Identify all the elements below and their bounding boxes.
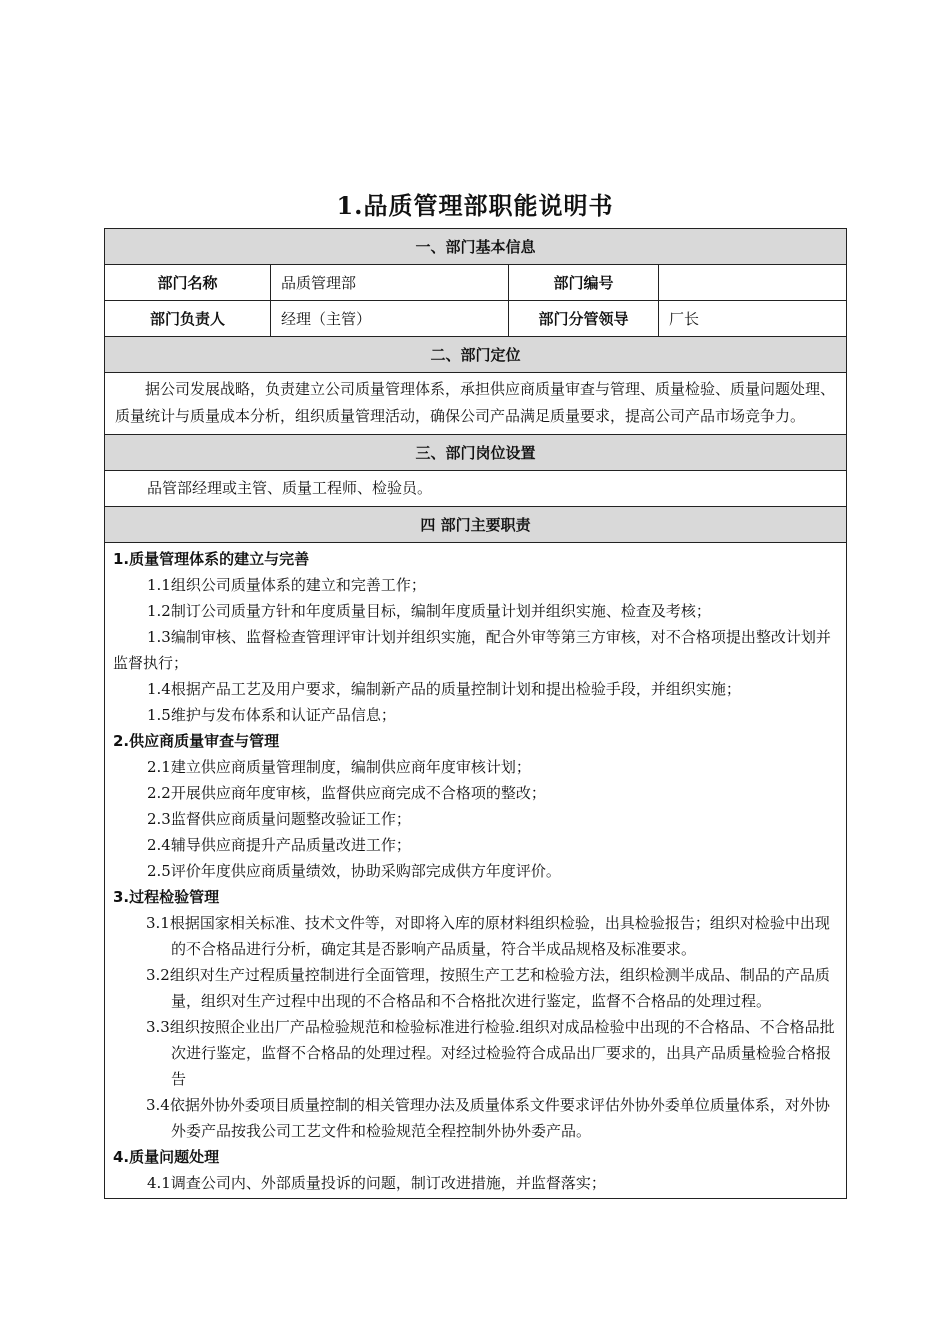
function-table: [104, 228, 847, 1199]
document-title: 1.品质管理部职能说明书: [336, 191, 614, 220]
duty-item: 3.3组织按照企业出厂产品检验规范和检验标准进行检验.组织对成品检验中出现的不合格品、不合格品批次进行鉴定，监督不合格品的处理过程。对经过检验符合成品出厂要求的，出具产品质量检验合格报告: [146, 1018, 835, 1088]
dept-code-label: 部门编号: [509, 265, 659, 301]
section-positioning-heading: 二、部门定位: [105, 337, 847, 373]
duty-item: 2.4辅导供应商提升产品质量改进工作；: [147, 836, 411, 854]
duty-item: 1.4根据产品工艺及用户要求，编制新产品的质量控制计划和提出检验手段，并组织实施；: [147, 680, 741, 698]
duty-item: 4.1调查公司内、外部质量投诉的问题，制订改进措施，并监督落实；: [147, 1174, 606, 1192]
duty-item: 3.4依据外协外委项目质量控制的相关管理办法及质量体系文件要求评估外协外委单位质量体系，对外协外委产品按我公司工艺文件和检验规范全程控制外协外委产品。: [146, 1096, 830, 1140]
dept-leader-value: 厂长: [659, 301, 847, 337]
dept-leader-label: 部门分管领导: [509, 301, 659, 337]
duty-item: 3.2组织对生产过程质量控制进行全面管理，按照生产工艺和检验方法，组织检测半成品、制品的产品质量，组织对生产过程中出现的不合格品和不合格批次进行鉴定，监督不合格品的处理过程。: [146, 966, 830, 1010]
dept-code-value: [659, 265, 847, 301]
duties-body: [105, 543, 847, 1199]
dept-name-label: 部门名称: [105, 265, 271, 301]
dept-head-label: 部门负责人: [105, 301, 271, 337]
duty-item: 1.2制订公司质量方针和年度质量目标，编制年度质量计划并组织实施、检查及考核；: [147, 602, 711, 620]
duty-item: 2.3监督供应商质量问题整改验证工作；: [147, 810, 411, 828]
section-basic-info-heading: 一、部门基本信息: [105, 229, 847, 265]
duty-item: 1.5维护与发布体系和认证产品信息；: [147, 706, 396, 724]
duty-group-title: 4.质量问题处理: [113, 1148, 220, 1166]
duty-item: 2.1建立供应商质量管理制度，编制供应商年度审核计划；: [147, 758, 531, 776]
dept-head-value: 经理（主管）: [271, 301, 509, 337]
duty-group-title: 1.质量管理体系的建立与完善: [113, 550, 310, 568]
positioning-text: 据公司发展战略，负责建立公司质量管理体系，承担供应商质量审查与管理、质量检验、质量问题处理、质量统计与质量成本分析，组织质量管理活动，确保公司产品满足质量要求，提高公司产品市场竞争力。: [105, 373, 847, 435]
duty-item: 3.1根据国家相关标准、技术文件等，对即将入库的原材料组织检验，出具检验报告；组织对检验中出现的不合格品进行分析，确定其是否影响产品质量，符合半成品规格及标准要求。: [146, 914, 830, 958]
duty-item: 1.3编制审核、监督检查管理评审计划并组织实施，配合外审等第三方审核，对不合格项提出整改计划并监督执行；: [113, 628, 831, 672]
duty-item: 1.1组织公司质量体系的建立和完善工作；: [147, 576, 426, 594]
positions-text: 品管部经理或主管、质量工程师、检验员。: [105, 471, 847, 507]
duty-item: 2.5评价年度供应商质量绩效，协助采购部完成供方年度评价。: [147, 862, 561, 880]
duty-item: 2.2开展供应商年度审核，监督供应商完成不合格项的整改；: [147, 784, 546, 802]
duty-group-title: 3.过程检验管理: [113, 888, 220, 906]
section-positions-heading: 三、部门岗位设置: [105, 435, 847, 471]
duty-group-title: 2.供应商质量审查与管理: [113, 732, 280, 750]
section-duties-heading: 四 部门主要职责: [105, 507, 847, 543]
dept-name-value: 品质管理部: [271, 265, 509, 301]
